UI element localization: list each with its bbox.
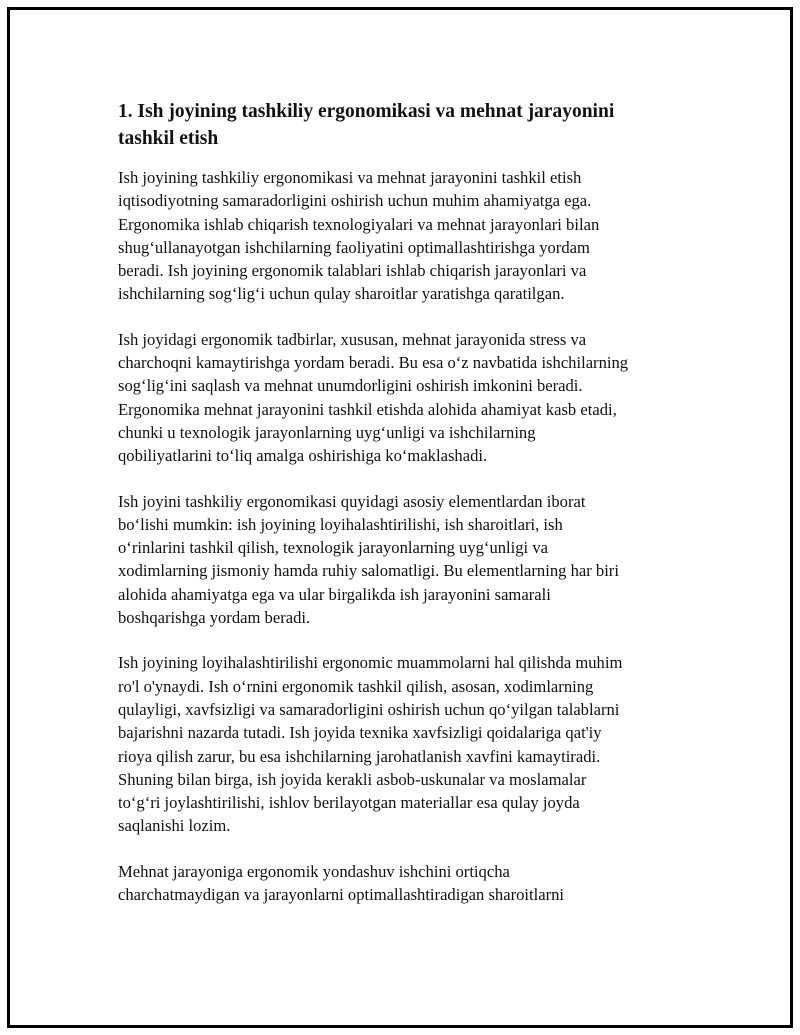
text-line: ro'l o'ynaydi. Ish o‘rnini ergonomik tashkil qilish, asosan, xodimlarning (118, 676, 594, 696)
page-frame (7, 7, 793, 1028)
text-line: to‘g‘ri joylashtirilishi, ishlov berilayotgan materiallar esa qulay joyda (118, 793, 580, 813)
text-line: Ish joyining tashkiliy ergonomikasi va mehnat jarayonini tashkil etish (118, 168, 582, 187)
text-line: Shuning bilan birga, ish joyida kerakli asbob-uskunalar va moslamalar (118, 769, 587, 789)
text-line: bajarishni nazarda tutadi. Ish joyida texnika xavfsizligi qoidalariga qat'iy (118, 723, 602, 743)
text-line: ishchilarning sog‘lig‘i uchun qulay sharoitlar yaratishga qaratilgan. (118, 284, 565, 304)
text-line: Mehnat jarayoniga ergonomik yondashuv ishchini ortiqcha (118, 861, 510, 881)
text-line: saqlanishi lozim. (118, 816, 231, 836)
paragraph-5 (118, 860, 698, 907)
heading-line: 1. Ish joyining tashkiliy ergonomikasi va mehnat jarayonini (118, 101, 615, 122)
paragraph-4 (118, 651, 698, 837)
text-line: Ish joyining loyihalashtirilishi ergonomic muammolarni hal qilishda muhim (118, 653, 623, 673)
text-line: Ish joyidagi ergonomik tadbirlar, xususan, mehnat jarayonida stress va (118, 329, 587, 349)
text-line: Ergonomika ishlab chiqarish texnologiyalari va mehnat jarayonlari bilan (118, 214, 600, 234)
text-line: sog‘lig‘ini saqlash va mehnat unumdorligini oshirish imkonini beradi. (118, 376, 583, 396)
text-line: o‘rinlarini tashkil qilish, texnologik jarayonlarning uyg‘unligi va (118, 538, 548, 558)
paragraph-1 (118, 166, 698, 306)
paragraph-2 (118, 328, 698, 468)
text-line: charchatmaydigan va jarayonlarni optimallashtiradigan sharoitlarni (118, 885, 565, 905)
text-line: Ergonomika mehnat jarayonini tashkil etishda alohida ahamiyat kasb etadi, (118, 399, 617, 419)
text-line: chunki u texnologik jarayonlarning uyg‘unligi va ishchilarning (118, 422, 536, 442)
section-heading (118, 98, 698, 152)
text-line: shug‘ullanayotgan ishchilarning faoliyatini optimallashtirishga yordam (118, 237, 590, 257)
text-line: alohida ahamiyatga ega va ular birgalikda ish jarayonini samarali (118, 584, 551, 604)
text-line: boshqarishga yordam beradi. (118, 608, 311, 628)
document-body (118, 98, 698, 928)
text-line: qulayligi, xavfsizligi va samaradorligini oshirish uchun qo‘yilgan talablarni (118, 699, 620, 719)
heading-line: tashkil etish (118, 128, 219, 149)
text-line: iqtisodiyotning samaradorligini oshirish uchun muhim ahamiyatga ega. (118, 191, 592, 211)
text-line: qobiliyatlarini to‘liq amalga oshirishiga ko‘maklashadi. (118, 446, 488, 466)
paragraph-3 (118, 490, 698, 630)
text-line: Ish joyini tashkiliy ergonomikasi quyidagi asosiy elementlardan iborat (118, 491, 586, 511)
text-line: bo‘lishi mumkin: ish joyining loyihalashtirilishi, ish sharoitlari, ish (118, 514, 563, 534)
text-line: beradi. Ish joyining ergonomik talablari ishlab chiqarish jarayonlari va (118, 261, 587, 281)
text-line: xodimlarning jismoniy hamda ruhiy salomatligi. Bu elementlarning har biri (118, 561, 619, 581)
text-line: charchoqni kamaytirishga yordam beradi. Bu esa o‘z navbatida ishchilarning (118, 353, 629, 373)
text-line: rioya qilish zarur, bu esa ishchilarning jarohatlanish xavfini kamaytiradi. (118, 746, 601, 766)
